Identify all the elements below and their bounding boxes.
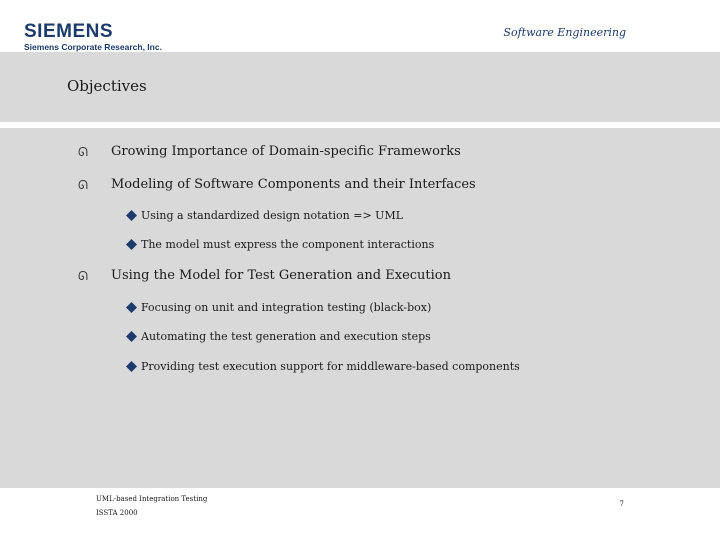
scroll-bullet-icon: ᘏ xyxy=(78,145,88,159)
bullet-text: Using the Model for Test Generation and Execution xyxy=(111,268,451,283)
sub-bullet-text: Automating the test generation and execution steps xyxy=(141,330,431,343)
bullet-item xyxy=(0,144,720,164)
logo-wordmark: SIEMENS xyxy=(24,21,114,42)
sub-bullet-item xyxy=(0,300,720,320)
diamond-bullet-icon xyxy=(126,210,137,221)
title-divider xyxy=(0,122,720,128)
sub-bullet-text: Using a standardized design notation => UML xyxy=(141,209,404,222)
sub-bullet-text: Providing test execution support for middleware-based components xyxy=(141,360,520,373)
siemens-logo xyxy=(24,22,174,52)
sub-bullet-item xyxy=(0,237,720,257)
footer-title: UML-based Integration Testing xyxy=(96,495,208,503)
scroll-bullet-icon: ᘏ xyxy=(78,269,88,283)
bullet-item xyxy=(0,268,720,288)
sub-bullet-item xyxy=(0,329,720,349)
diamond-bullet-icon xyxy=(126,331,137,342)
scroll-bullet-icon: ᘏ xyxy=(78,178,88,192)
sub-bullet-item xyxy=(0,208,720,228)
footer-event: ISSTA 2000 xyxy=(96,509,138,517)
diamond-bullet-icon xyxy=(126,361,137,372)
sub-bullet-text: The model must express the component interactions xyxy=(141,238,435,251)
diamond-bullet-icon xyxy=(126,239,137,250)
sub-bullet-item xyxy=(0,359,720,379)
bullet-item xyxy=(0,177,720,197)
slide-title: Objectives xyxy=(67,77,147,95)
diamond-bullet-icon xyxy=(126,302,137,313)
bullet-text: Modeling of Software Components and their Interfaces xyxy=(111,177,476,192)
header-label: Software Engineering xyxy=(503,26,626,39)
sub-bullet-text: Focusing on unit and integration testing (black-box) xyxy=(141,301,432,314)
page-number: 7 xyxy=(619,500,624,508)
bullet-text: Growing Importance of Domain-specific Frameworks xyxy=(111,144,461,159)
logo-subtitle: Siemens Corporate Research, Inc. xyxy=(24,42,162,52)
